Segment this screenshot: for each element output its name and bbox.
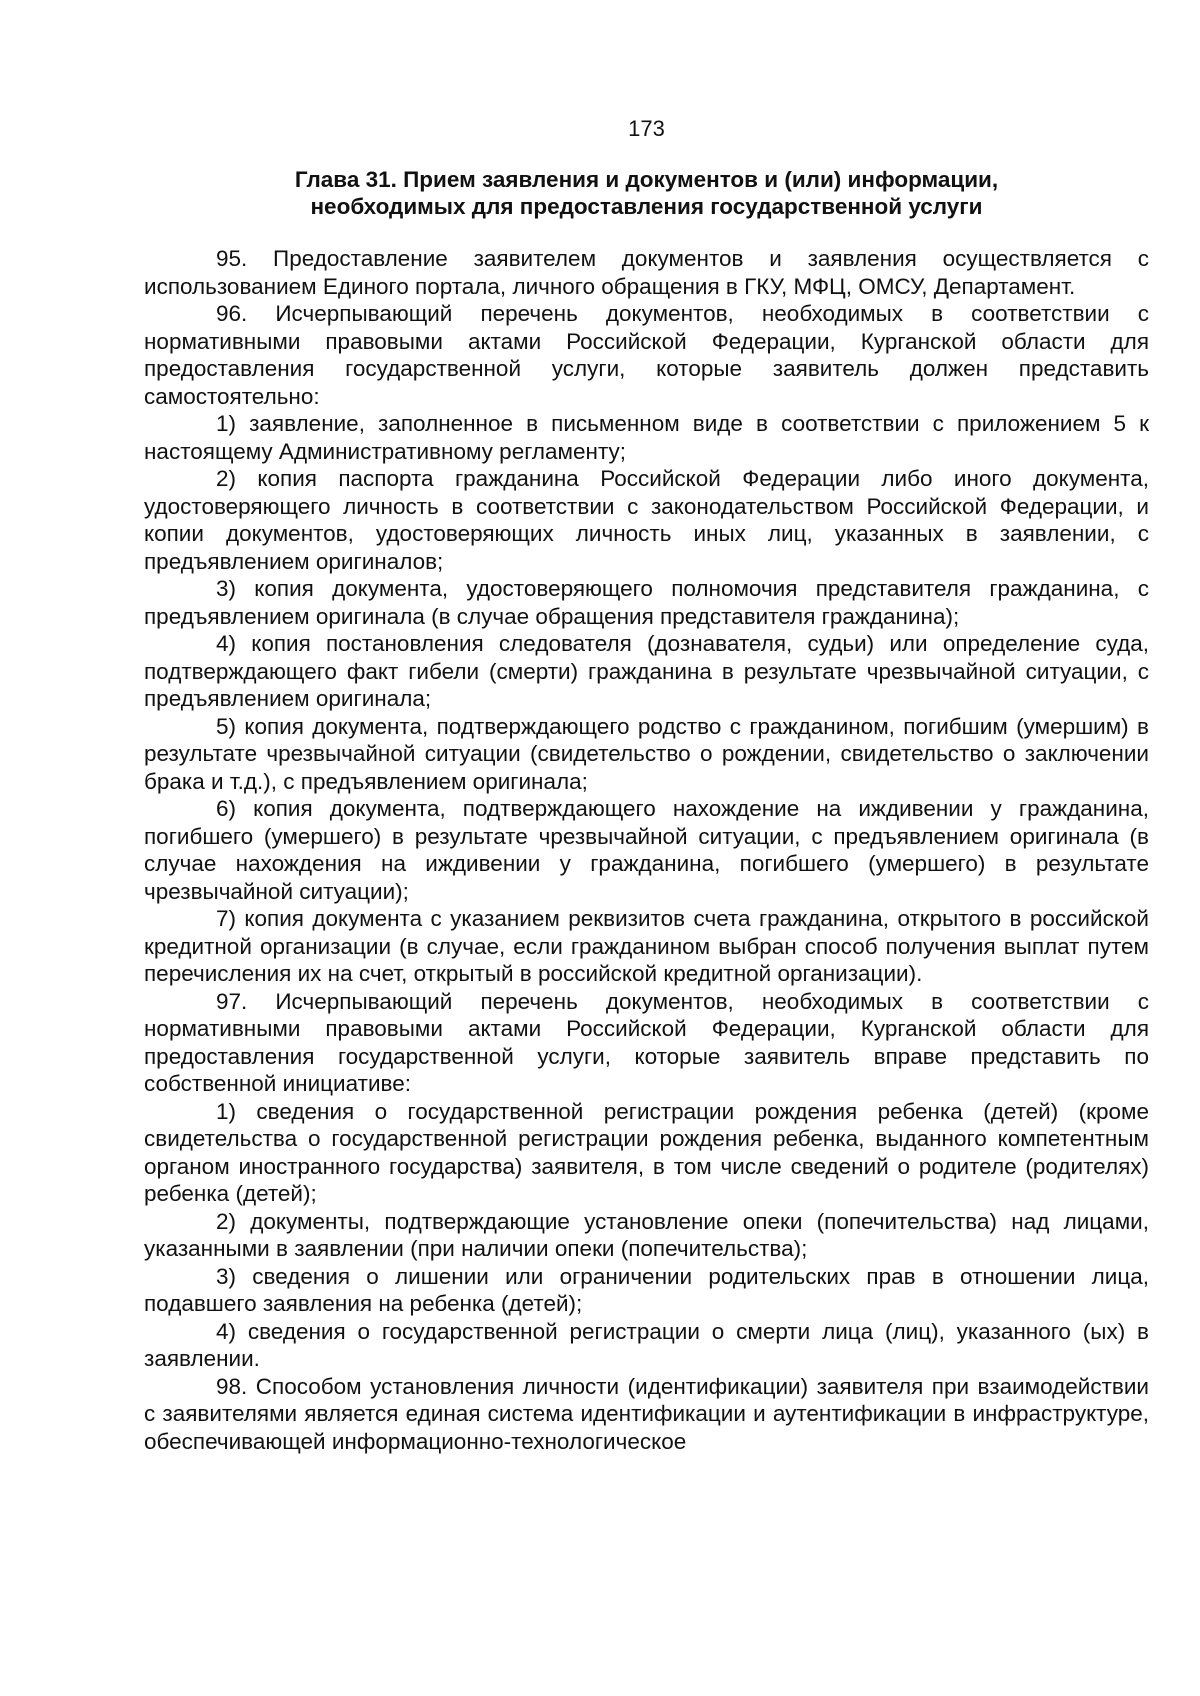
document-body [144,245,1149,1455]
list-item-97-2: 2) документы, подтверждающие установление опеки (попечительства) над лицами, указанными в заявлении (при наличии опеки (попечительства); [144,1208,1149,1261]
paragraph-96: 96. Исчерпывающий перечень документов, необходимых в соответствии с нормативными правовыми актами Российской Федерации, Курганской области для предоставления государственной услуги, которые заявитель должен представить самостоятельно: [144,301,1149,409]
chapter-title-line-1: Глава 31. Прием заявления и документов и (или) информации, [294,167,999,192]
list-item-97-3: 3) сведения о лишении или ограничении родительских прав в отношении лица, подавшего заявления на ребенка (детей); [144,1263,1149,1316]
list-item-96-5: 5) копия документа, подтверждающего родство с гражданином, погибшим (умершим) в результате чрезвычайной ситуации (свидетельство о рождении, свидетельство о заключении брака и т.д.), с предъявлением оригинала; [144,713,1149,794]
list-item-97-4: 4) сведения о государственной регистрации о смерти лица (лиц), указанного (ых) в заявлении. [144,1318,1149,1371]
paragraph-98: 98. Способом установления личности (идентификации) заявителя при взаимодействии с заявителями является единая система идентификации и аутентификации в инфраструктуре, обеспечивающей информационно-технологическое [144,1373,1149,1454]
list-item-97-1: 1) сведения о государственной регистрации рождения ребенка (детей) (кроме свидетельства о государственной регистрации рождения ребенка, выданного компетентным органом иностранного государства) заявителя, в том числе сведений о родителе (родителях) ребенка (детей); [144,1098,1149,1206]
document-page [144,114,1149,1455]
list-item-96-6: 6) копия документа, подтверждающего нахождение на иждивении у гражданина, погибшего (умершего) в результате чрезвычайной ситуации, с предъявлением оригинала (в случае нахождения на иждивении у гражданина, погибшего (умершего) в результате чрезвычайной ситуации); [144,796,1149,904]
paragraph-97: 97. Исчерпывающий перечень документов, необходимых в соответствии с нормативными правовыми актами Российской Федерации, Курганской области для предоставления государственной услуги, которые заявитель вправе представить по собственной инициативе: [144,988,1149,1096]
list-item-96-4: 4) копия постановления следователя (дознавателя, судьи) или определение суда, подтверждающего факт гибели (смерти) гражданина в результате чрезвычайной ситуации, с предъявлением оригинала; [144,631,1149,711]
list-item-96-3: 3) копия документа, удостоверяющего полномочия представителя гражданина, с предъявлением оригинала (в случае обращения представителя гражданина); [144,576,1149,629]
list-item-96-2: 2) копия паспорта гражданина Российской Федерации либо иного документа, удостоверяющего личность в соответствии с законодательством Российской Федерации, и копии документов, удостоверяющих личность иных лиц, указанных в заявлении, с предъявлением оригиналов; [144,466,1149,574]
list-item-96-7: 7) копия документа с указанием реквизитов счета гражданина, открытого в российской кредитной организации (в случае, если гражданином выбран способ получения выплат путем перечисления их на счет, открытый в российской кредитной организации). [144,906,1149,986]
paragraph-95: 95. Предоставление заявителем документов и заявления осуществляется с использованием Единого портала, личного обращения в ГКУ, МФЦ, ОМСУ, Департамент. [144,246,1149,299]
chapter-title [144,166,1149,220]
page-number: 173 [628,116,665,141]
list-item-96-1: 1) заявление, заполненное в письменном виде в соответствии с приложением 5 к настоящему Административному регламенту; [144,411,1149,464]
chapter-title-line-2: необходимых для предоставления государственной услуги [310,194,983,219]
